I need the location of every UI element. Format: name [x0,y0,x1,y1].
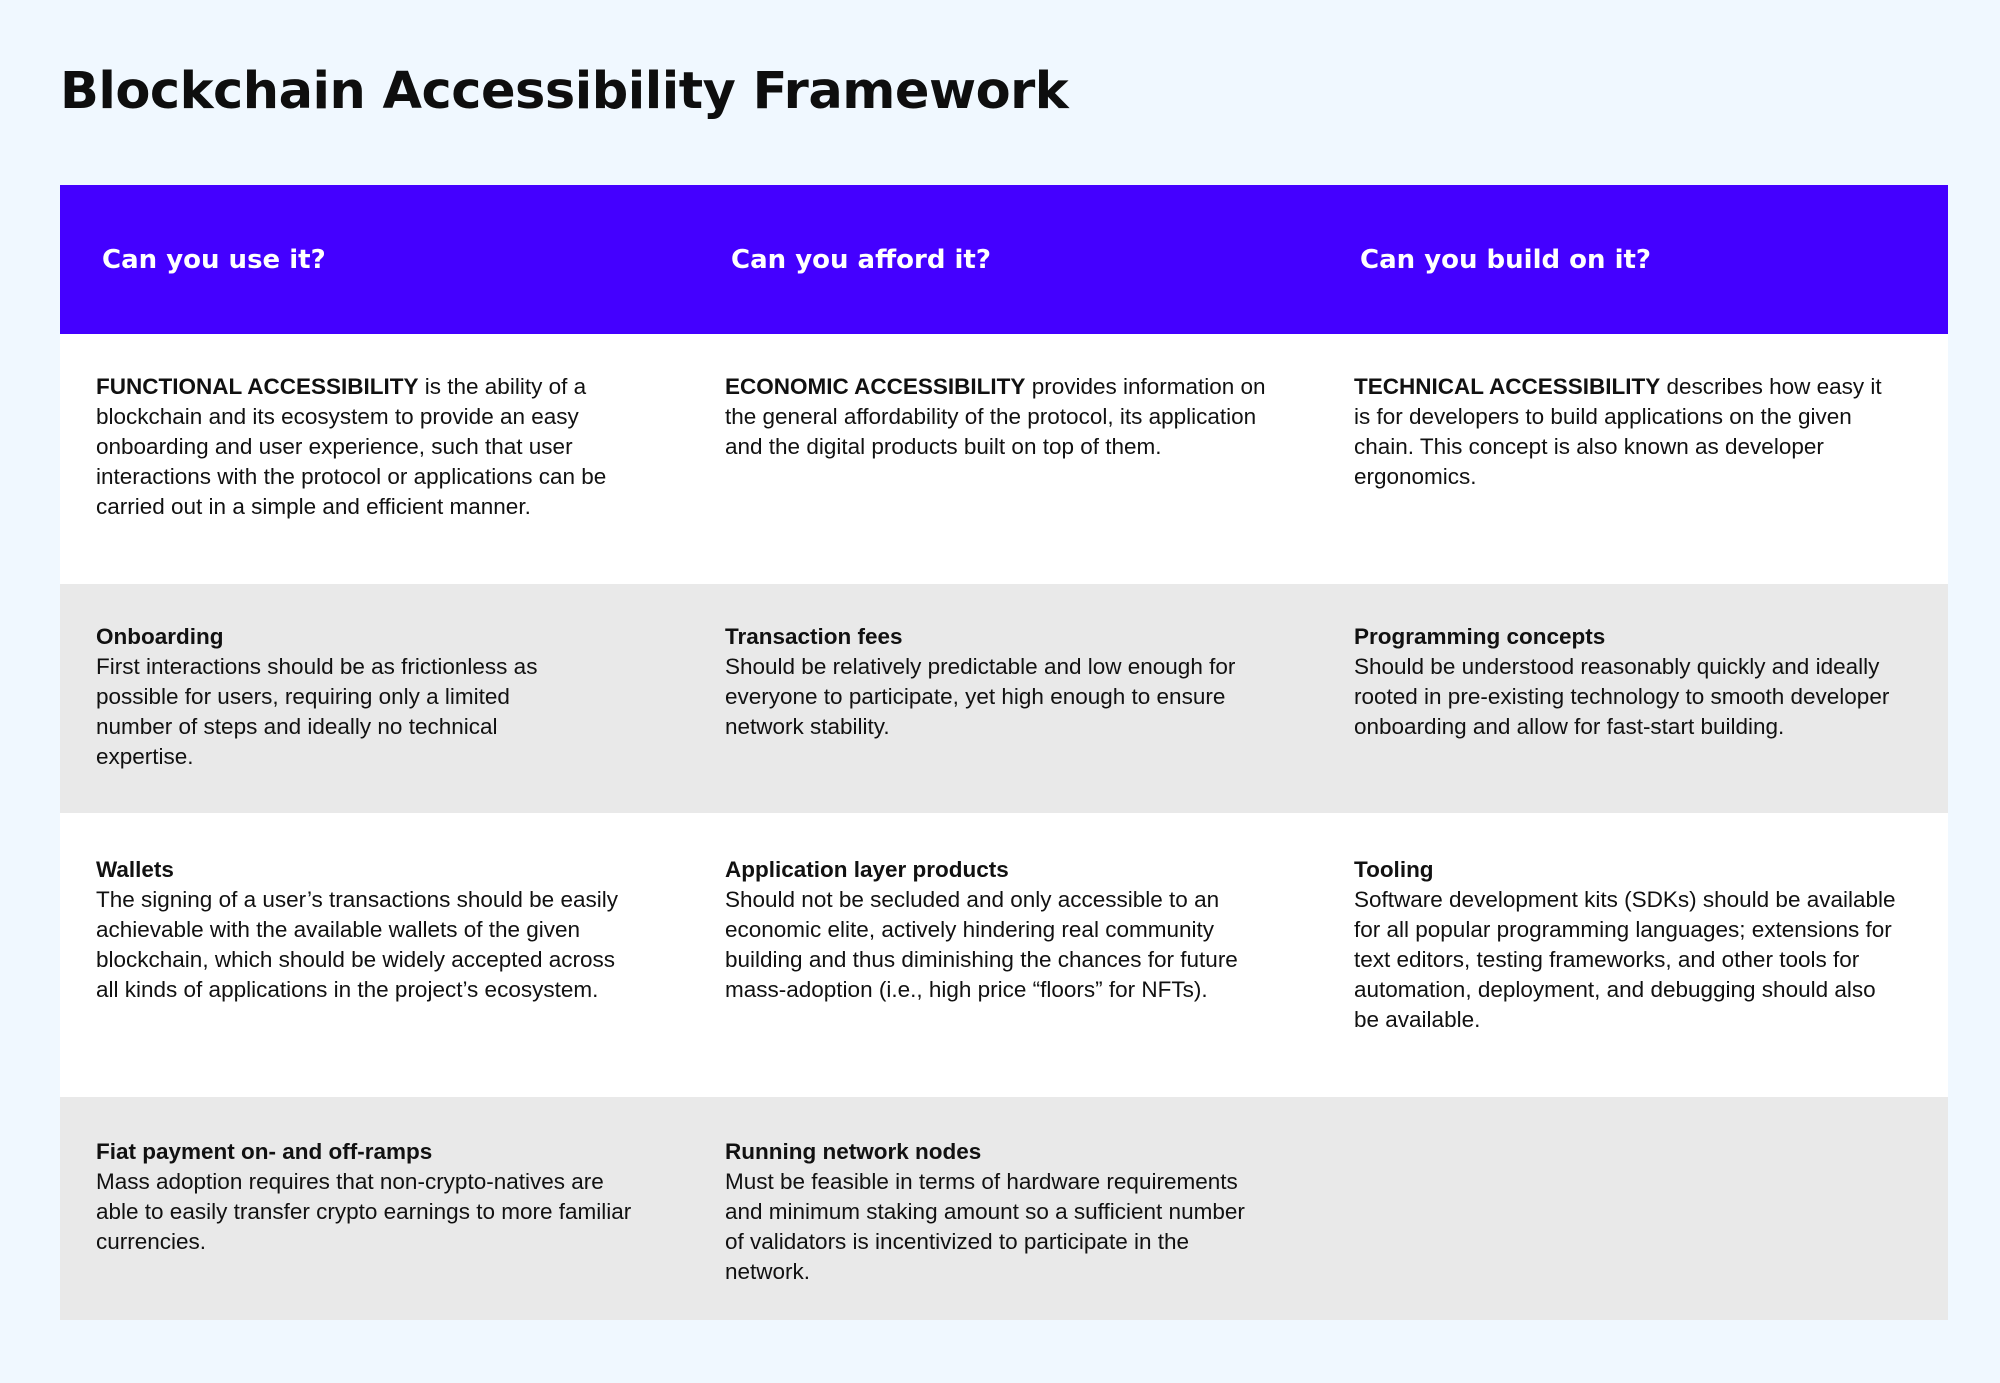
criterion-programming-concepts [1318,584,1948,813]
criterion-title: Application layer products [725,857,1009,882]
intro-lead: FUNCTIONAL ACCESSIBILITY [96,374,419,399]
header-build: Can you build on it? [1360,244,1652,275]
criterion-onboarding [60,584,689,813]
intro-text: describes how easy it is for developers to build applications on the given chain. This concept is also known as developer ergonomics. [1354,374,1882,489]
intro-economic [689,334,1318,584]
criteria-row [60,1097,1948,1320]
criterion-body: The signing of a user’s transactions should be easily achievable with the available wallets of the given blockchain, which should be widely accepted across all kinds of applications in the project’s ecosystem. [96,887,618,1002]
criterion-title: Programming concepts [1354,624,1606,649]
criterion-body: Software development kits (SDKs) should be available for all popular programming languages; extensions for text editors, testing frameworks, and other tools for automation, deployment, and debugging should also be available. [1354,887,1896,1032]
criteria-row [60,584,1948,813]
criterion-wallets [60,813,689,1097]
criterion-title: Fiat payment on- and off-ramps [96,1139,433,1164]
criteria-row [60,813,1948,1097]
header-row [60,185,1948,334]
intro-technical [1318,334,1948,584]
criterion-fiat-ramps [60,1097,689,1320]
criterion-body: First interactions should be as frictionless as possible for users, requiring only a limited number of steps and ideally no technical expertise. [96,654,538,769]
criterion-title: Transaction fees [725,624,903,649]
intro-row [60,334,1948,584]
criterion-title: Running network nodes [725,1139,982,1164]
page-title: Blockchain Accessibility Framework [60,62,1069,121]
framework-table [60,185,1948,1320]
criterion-body: Should be understood reasonably quickly and ideally rooted in pre-existing technology to smooth developer onboarding and allow for fast-start building. [1354,654,1890,739]
criterion-tooling [1318,813,1948,1097]
criterion-body: Should not be secluded and only accessible to an economic elite, actively hindering real community building and thus diminishing the chances for future mass-adoption (i.e., high price “floors” for NFTs). [725,887,1238,1002]
header-afford: Can you afford it? [731,244,991,275]
criterion-body: Must be feasible in terms of hardware requirements and minimum staking amount so a sufficient number of validators is incentivized to participate in the network. [725,1169,1245,1284]
criterion-transaction-fees [689,584,1318,813]
criterion-running-network-nodes [689,1097,1318,1320]
header-use: Can you use it? [102,244,326,275]
intro-text: provides information on the general affordability of the protocol, its application and the digital products built on top of them. [725,374,1266,459]
intro-functional [60,334,689,584]
intro-lead: TECHNICAL ACCESSIBILITY [1354,374,1661,399]
criterion-title: Onboarding [96,624,224,649]
intro-text: is the ability of a blockchain and its ecosystem to provide an easy onboarding and user experience, such that user interactions with the protocol or applications can be carried out in a simple and efficient manner. [96,374,607,519]
empty-cell [1318,1097,1948,1320]
criterion-body: Should be relatively predictable and low enough for everyone to participate, yet high enough to ensure network stability. [725,654,1236,739]
criterion-body: Mass adoption requires that non-crypto-natives are able to easily transfer crypto earnings to more familiar currencies. [96,1169,632,1254]
criterion-title: Tooling [1354,857,1434,882]
criterion-application-layer-products [689,813,1318,1097]
criterion-title: Wallets [96,857,174,882]
intro-lead: ECONOMIC ACCESSIBILITY [725,374,1026,399]
